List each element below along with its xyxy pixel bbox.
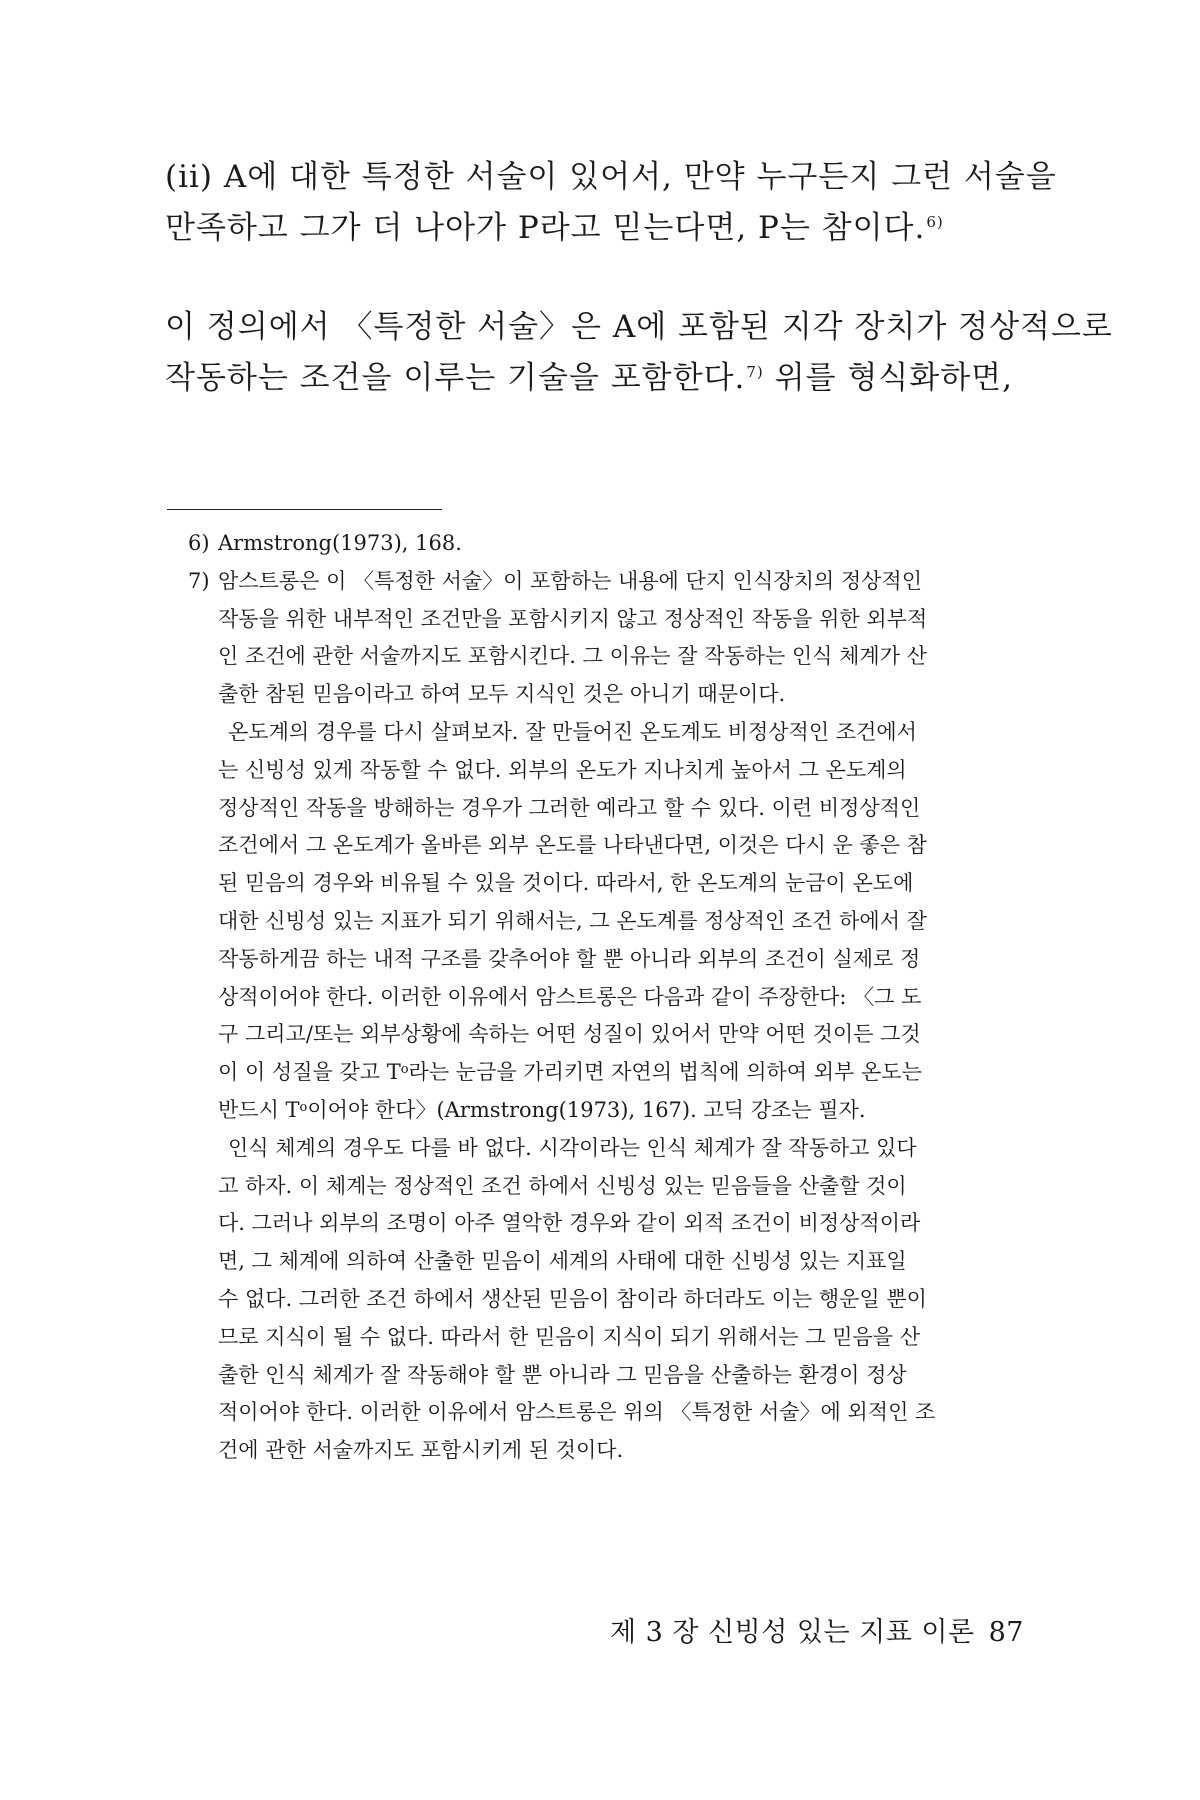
footnote-7-line: 적이어야 한다. 이러한 이유에서 암스트롱은 위의 〈특정한 서술〉에 외적인 조 bbox=[218, 1400, 936, 1425]
footnote-7-line: 면, 그 체계에 의하여 산출한 믿음이 세계의 사태에 대한 신빙성 있는 지표일 bbox=[218, 1249, 907, 1274]
text-line: (ii) A에 대한 특정한 서술이 있어서, 만약 누구든지 그런 서술을 bbox=[165, 159, 1057, 195]
degree-mark: o bbox=[299, 1099, 308, 1115]
text-segment: 반드시 T bbox=[218, 1097, 300, 1122]
footnote-text: Armstrong(1973), 168. bbox=[218, 531, 462, 555]
footnote-7-line: 정상적인 작동을 방해하는 경우가 그러한 예라고 할 수 있다. 이런 비정상적인 bbox=[218, 795, 921, 820]
footnote-6 bbox=[188, 525, 1000, 563]
footnote-7-line bbox=[188, 1054, 1000, 1092]
footnote-7-line: 작동을 위한 내부적인 조건만을 포함시키지 않고 정상적인 작동을 위한 외부적 bbox=[218, 606, 928, 631]
text-segment: 위를 형식화하면, bbox=[763, 360, 1013, 396]
footnote-7-line: 인 조건에 관한 서술까지도 포함시킨다. 그 이유는 잘 작동하는 인식 체계가 산 bbox=[218, 644, 927, 669]
footnote-7-line: 수 없다. 그러한 조건 하에서 생산된 믿음이 참이라 하더라도 이는 행운일 뿐이 bbox=[218, 1286, 927, 1311]
footnote-7-line: 조건에서 그 온도계가 올바른 외부 온도를 나타낸다면, 이것은 다시 운 좋은 참 bbox=[218, 833, 927, 858]
footnote-7-line: 고 하자. 이 체계는 정상적인 조건 하에서 신빙성 있는 믿음들을 산출할 것이 bbox=[218, 1173, 907, 1198]
body-paragraph bbox=[165, 302, 1113, 404]
page-number: 87 bbox=[988, 1617, 1024, 1648]
degree-mark: o bbox=[400, 1062, 409, 1078]
footnote-7-line: 인식 체계의 경우도 다를 바 없다. 시각이라는 인식 체계가 잘 작동하고 있다 bbox=[228, 1135, 917, 1160]
running-footer bbox=[610, 1610, 1024, 1649]
text-line: 이 정의에서 〈특정한 서술〉은 A에 포함된 지각 장치가 정상적으로 bbox=[165, 309, 1113, 345]
text-segment: 작동하는 조건을 이루는 기술을 포함한다. bbox=[165, 360, 746, 396]
footnote-7-line: 므로 지식이 될 수 없다. 따라서 한 믿음이 지식이 되기 위해서는 그 믿음을 산 bbox=[218, 1324, 921, 1349]
footnote-number: 7) bbox=[188, 568, 210, 593]
footnote-7-line: 대한 신빙성 있는 지표가 되기 위해서는, 그 온도계를 정상적인 조건 하에서 잘 bbox=[218, 908, 927, 933]
footnote-7-line: 온도계의 경우를 다시 살펴보자. 잘 만들어진 온도계도 비정상적인 조건에서 bbox=[228, 719, 917, 744]
footnote-7-line: 된 믿음의 경우와 비유될 수 있을 것이다. 따라서, 한 온도계의 눈금이 온도에 bbox=[218, 871, 914, 896]
text-line bbox=[165, 353, 1013, 404]
footnote-7-line: 작동하게끔 하는 내적 구조를 갖추어야 할 뿐 아니라 외부의 조건이 실제로 정 bbox=[218, 946, 921, 971]
text-segment: 이 이 성질을 갖고 T bbox=[218, 1060, 401, 1085]
definition-clause-ii bbox=[165, 152, 1057, 254]
text-segment: 이어야 한다〉(Armstrong(1973), 167). 고딕 강조는 필자. bbox=[307, 1097, 866, 1122]
chapter-title: 제 3 장 신빙성 있는 지표 이론 bbox=[610, 1617, 975, 1648]
footnote-ref-6: 6) bbox=[926, 213, 944, 231]
text-segment: 만족하고 그가 더 나아가 P라고 믿는다면, P는 참이다. bbox=[165, 210, 926, 246]
footnote-7-line: 출한 참된 믿음이라고 하여 모두 지식인 것은 아니기 때문이다. bbox=[218, 682, 786, 707]
footnote-separator bbox=[167, 509, 442, 510]
footnote-7-line: 다. 그러나 외부의 조명이 아주 열악한 경우와 같이 외적 조건이 비정상적이라 bbox=[218, 1211, 921, 1236]
footnote-7-line bbox=[188, 1092, 1000, 1130]
footnote-7-line: 건에 관한 서술까지도 포함시키게 된 것이다. bbox=[218, 1438, 624, 1463]
footnotes bbox=[188, 525, 1000, 1470]
footnote-text: 암스트롱은 이 〈특정한 서술〉이 포함하는 내용에 단지 인식장치의 정상적인 bbox=[218, 568, 922, 593]
text-segment: 라는 눈금을 가리키면 자연의 법칙에 의하여 외부 온도는 bbox=[408, 1060, 922, 1085]
footnote-7-line: 상적이어야 한다. 이러한 이유에서 암스트롱은 다음과 같이 주장한다: 〈그 도 bbox=[218, 984, 922, 1009]
footnote-number: 6) bbox=[188, 531, 210, 555]
text-line bbox=[165, 203, 1005, 254]
footnote-ref-7: 7) bbox=[746, 363, 764, 381]
footnote-7-line bbox=[188, 563, 1000, 601]
footnote-7-line: 구 그리고/또는 외부상황에 속하는 어떤 성질이 있어서 만약 어떤 것이든 그것 bbox=[218, 1022, 921, 1047]
footnote-7-line: 는 신빙성 있게 작동할 수 없다. 외부의 온도가 지나치게 높아서 그 온도계의 bbox=[218, 757, 907, 782]
footnote-7-line: 출한 인식 체계가 잘 작동해야 할 뿐 아니라 그 믿음을 산출하는 환경이 정상 bbox=[218, 1362, 907, 1387]
